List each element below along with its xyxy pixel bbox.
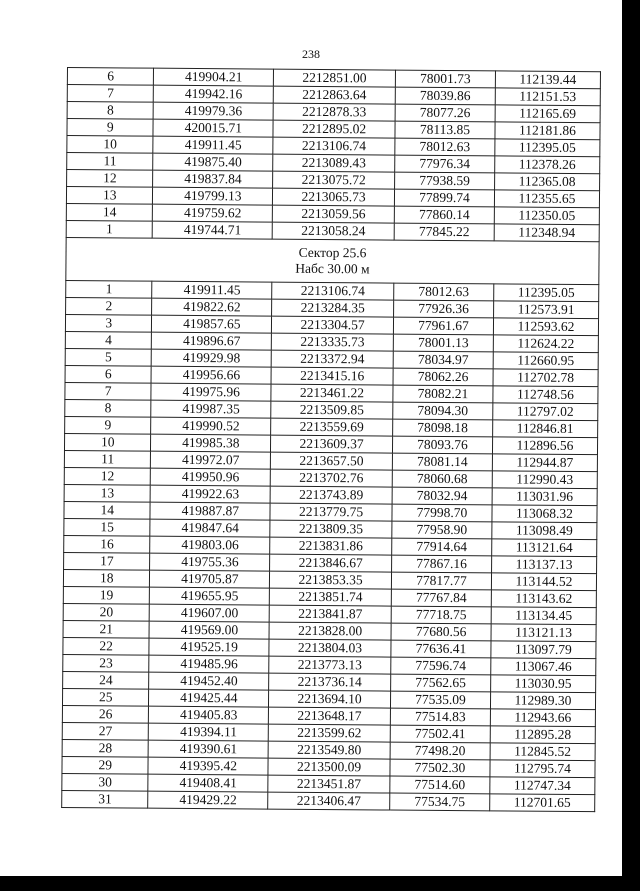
local-x-cell: 78060.68 xyxy=(392,470,492,488)
x-coordinate-cell: 419847.64 xyxy=(150,519,270,537)
y-coordinate-cell: 2213372.94 xyxy=(271,350,393,368)
local-y-cell: 112845.52 xyxy=(490,743,595,761)
x-coordinate-cell: 419837.84 xyxy=(153,170,273,188)
point-number-cell: 6 xyxy=(65,365,152,383)
x-coordinate-cell: 419990.52 xyxy=(151,417,271,435)
local-y-cell: 112151.53 xyxy=(495,88,600,106)
local-x-cell: 77926.36 xyxy=(394,300,494,318)
x-coordinate-cell: 419395.42 xyxy=(148,757,268,775)
x-coordinate-cell: 419979.36 xyxy=(154,102,274,120)
y-coordinate-cell: 2213743.89 xyxy=(270,486,392,504)
point-number-cell: 30 xyxy=(62,773,149,791)
x-coordinate-cell: 419929.98 xyxy=(152,349,272,367)
y-coordinate-cell: 2213415.16 xyxy=(271,367,393,385)
local-x-cell: 78098.18 xyxy=(393,419,493,437)
local-y-cell: 112395.05 xyxy=(495,139,600,157)
y-coordinate-cell: 2213304.57 xyxy=(272,316,394,334)
local-y-cell: 113098.49 xyxy=(492,522,597,540)
local-y-cell: 112165.69 xyxy=(495,105,600,123)
y-coordinate-cell: 2213089.43 xyxy=(273,154,395,172)
x-coordinate-cell: 419887.87 xyxy=(150,502,270,520)
point-number-cell: 19 xyxy=(63,586,150,604)
x-coordinate-cell: 419950.96 xyxy=(151,468,271,486)
y-coordinate-cell: 2213559.69 xyxy=(271,418,393,436)
x-coordinate-cell: 419759.62 xyxy=(153,204,273,222)
x-coordinate-cell: 419822.62 xyxy=(152,298,272,316)
local-y-cell: 112355.65 xyxy=(494,190,599,208)
y-coordinate-cell: 2213461.22 xyxy=(271,384,393,402)
local-y-cell: 112990.43 xyxy=(492,471,597,489)
point-number-cell: 12 xyxy=(64,467,151,485)
local-y-cell: 113097.79 xyxy=(491,641,596,659)
local-x-cell: 78093.76 xyxy=(392,436,492,454)
local-x-cell: 78001.13 xyxy=(393,334,493,352)
y-coordinate-cell: 2213804.03 xyxy=(269,639,391,657)
sector-header-group xyxy=(66,237,599,284)
point-number-cell: 21 xyxy=(63,620,150,638)
point-number-cell: 7 xyxy=(67,85,154,103)
local-y-cell: 112573.91 xyxy=(493,301,598,319)
local-x-cell: 77958.90 xyxy=(392,521,492,539)
x-coordinate-cell: 419744.71 xyxy=(153,221,273,239)
point-number-cell: 8 xyxy=(67,102,154,120)
x-coordinate-cell: 419525.19 xyxy=(149,638,269,656)
point-number-cell: 13 xyxy=(64,484,151,502)
x-coordinate-cell: 419972.07 xyxy=(151,451,271,469)
local-x-cell: 77899.74 xyxy=(394,189,494,207)
x-coordinate-cell: 419922.63 xyxy=(151,485,271,503)
local-y-cell: 112846.81 xyxy=(493,420,598,438)
x-coordinate-cell: 419607.00 xyxy=(150,604,270,622)
local-x-cell: 77514.60 xyxy=(390,776,490,794)
point-number-cell: 6 xyxy=(67,68,154,86)
point-number-cell: 5 xyxy=(65,348,152,366)
sector-title: Сектор 25.6 xyxy=(298,244,367,261)
y-coordinate-cell: 2213609.37 xyxy=(271,435,393,453)
sector-height: Набс 30.00 м xyxy=(295,260,370,277)
x-coordinate-cell: 419755.36 xyxy=(150,553,270,571)
sector-header-row xyxy=(66,237,599,284)
local-x-cell: 77535.09 xyxy=(390,691,490,709)
local-y-cell: 113121.13 xyxy=(491,624,596,642)
local-y-cell: 112365.08 xyxy=(495,173,600,191)
local-x-cell: 77998.70 xyxy=(392,504,492,522)
x-coordinate-cell: 419569.00 xyxy=(150,621,270,639)
y-coordinate-cell: 2213648.17 xyxy=(269,707,391,725)
y-coordinate-cell: 2213106.74 xyxy=(272,282,394,300)
point-number-cell: 14 xyxy=(66,203,153,221)
local-y-cell: 112944.87 xyxy=(492,454,597,472)
point-number-cell: 11 xyxy=(67,153,154,171)
local-x-cell: 77502.41 xyxy=(390,725,490,743)
point-number-cell: 2 xyxy=(66,297,153,315)
local-x-cell: 77767.84 xyxy=(391,589,491,607)
local-y-cell: 113031.96 xyxy=(492,488,597,506)
local-x-cell: 78012.63 xyxy=(394,283,494,301)
local-x-cell: 77562.65 xyxy=(391,674,491,692)
local-x-cell: 77502.30 xyxy=(390,759,490,777)
local-y-cell: 113067.46 xyxy=(491,658,596,676)
y-coordinate-cell: 2213702.76 xyxy=(270,469,392,487)
local-y-cell: 113121.64 xyxy=(492,539,597,557)
x-coordinate-cell: 420015.71 xyxy=(153,119,273,137)
local-x-cell: 77596.74 xyxy=(391,657,491,675)
local-y-cell: 112747.34 xyxy=(490,777,595,795)
y-coordinate-cell: 2213841.87 xyxy=(269,605,391,623)
y-coordinate-cell: 2213406.47 xyxy=(268,792,390,810)
x-coordinate-cell: 419956.66 xyxy=(152,366,272,384)
local-y-cell: 112797.02 xyxy=(493,403,598,421)
x-coordinate-cell: 419857.65 xyxy=(152,315,272,333)
y-coordinate-cell: 2213059.56 xyxy=(272,205,394,223)
y-coordinate-cell: 2213773.13 xyxy=(269,656,391,674)
point-number-cell: 25 xyxy=(62,688,149,706)
x-coordinate-cell: 419975.96 xyxy=(151,383,271,401)
point-number-cell: 14 xyxy=(64,501,151,519)
point-number-cell: 28 xyxy=(62,739,149,757)
y-coordinate-cell: 2212863.64 xyxy=(273,86,395,104)
y-coordinate-cell: 2213075.72 xyxy=(273,171,395,189)
point-number-cell: 27 xyxy=(62,722,149,740)
local-y-cell: 112593.62 xyxy=(493,318,598,336)
x-coordinate-cell: 419425.44 xyxy=(149,689,269,707)
point-number-cell: 11 xyxy=(64,450,151,468)
local-x-cell: 77514.83 xyxy=(390,708,490,726)
point-number-cell: 18 xyxy=(63,569,150,587)
x-coordinate-cell: 419452.40 xyxy=(149,672,269,690)
point-number-cell: 1 xyxy=(66,220,153,238)
local-y-cell: 113030.95 xyxy=(491,675,596,693)
x-coordinate-cell: 419485.96 xyxy=(149,655,269,673)
y-coordinate-cell: 2213335.73 xyxy=(271,333,393,351)
y-coordinate-cell: 2213549.80 xyxy=(268,741,390,759)
coordinates-table xyxy=(61,67,601,812)
point-number-cell: 22 xyxy=(63,637,150,655)
y-coordinate-cell: 2213058.24 xyxy=(272,222,394,240)
x-coordinate-cell: 419911.45 xyxy=(153,136,273,154)
local-y-cell: 113068.32 xyxy=(492,505,597,523)
local-x-cell: 77976.34 xyxy=(395,155,495,173)
local-x-cell: 78001.73 xyxy=(395,70,495,88)
y-coordinate-cell: 2213853.35 xyxy=(270,571,392,589)
sector-rows-group xyxy=(62,280,599,811)
local-x-cell: 78032.94 xyxy=(392,487,492,505)
point-number-cell: 9 xyxy=(67,119,154,137)
x-coordinate-cell: 419985.38 xyxy=(151,434,271,452)
x-coordinate-cell: 419875.40 xyxy=(153,153,273,171)
y-coordinate-cell: 2213851.74 xyxy=(269,588,391,606)
y-coordinate-cell: 2213451.87 xyxy=(268,775,390,793)
x-coordinate-cell: 419429.22 xyxy=(148,791,268,809)
y-coordinate-cell: 2213065.73 xyxy=(273,188,395,206)
local-x-cell: 78082.21 xyxy=(393,385,493,403)
x-coordinate-cell: 419799.13 xyxy=(153,187,273,205)
y-coordinate-cell: 2213694.10 xyxy=(269,690,391,708)
local-y-cell: 112943.66 xyxy=(490,709,595,727)
local-y-cell: 113143.62 xyxy=(491,590,596,608)
x-coordinate-cell: 419390.61 xyxy=(149,740,269,758)
local-x-cell: 78094.30 xyxy=(393,402,493,420)
local-y-cell: 112181.86 xyxy=(495,122,600,140)
y-coordinate-cell: 2213284.35 xyxy=(272,299,394,317)
local-y-cell: 112139.44 xyxy=(495,71,600,89)
local-y-cell: 112701.65 xyxy=(490,794,595,812)
x-coordinate-cell: 419803.06 xyxy=(150,536,270,554)
y-coordinate-cell: 2213736.14 xyxy=(269,673,391,691)
y-coordinate-cell: 2213846.67 xyxy=(270,554,392,572)
point-number-cell: 24 xyxy=(63,671,150,689)
point-number-cell: 26 xyxy=(62,705,149,723)
y-coordinate-cell: 2213657.50 xyxy=(271,452,393,470)
local-y-cell: 112795.74 xyxy=(490,760,595,778)
local-y-cell: 112350.05 xyxy=(494,207,599,225)
point-number-cell: 16 xyxy=(64,535,151,553)
local-x-cell: 78077.26 xyxy=(395,104,495,122)
point-number-cell: 10 xyxy=(64,433,151,451)
local-x-cell: 77718.75 xyxy=(391,606,491,624)
local-x-cell: 78081.14 xyxy=(392,453,492,471)
local-x-cell: 77534.75 xyxy=(390,793,490,811)
local-y-cell: 112624.22 xyxy=(493,335,598,353)
local-y-cell: 113137.13 xyxy=(491,556,596,574)
local-x-cell: 77867.16 xyxy=(392,555,492,573)
x-coordinate-cell: 419904.21 xyxy=(154,68,274,86)
x-coordinate-cell: 419705.87 xyxy=(150,570,270,588)
point-number-cell: 9 xyxy=(65,416,152,434)
local-y-cell: 112895.28 xyxy=(490,726,595,744)
local-x-cell: 78012.63 xyxy=(395,138,495,156)
local-x-cell: 77938.59 xyxy=(395,172,495,190)
local-y-cell: 112395.05 xyxy=(494,284,599,302)
point-number-cell: 4 xyxy=(65,331,152,349)
y-coordinate-cell: 2213809.35 xyxy=(270,520,392,538)
y-coordinate-cell: 2213106.74 xyxy=(273,137,395,155)
point-number-cell: 1 xyxy=(66,280,153,298)
local-x-cell: 77961.67 xyxy=(393,317,493,335)
local-x-cell: 77914.64 xyxy=(392,538,492,556)
point-number-cell: 20 xyxy=(63,603,150,621)
x-coordinate-cell: 419942.16 xyxy=(154,85,274,103)
point-number-cell: 12 xyxy=(67,170,154,188)
x-coordinate-cell: 419405.83 xyxy=(149,706,269,724)
y-coordinate-cell: 2213779.75 xyxy=(270,503,392,521)
local-x-cell: 77498.20 xyxy=(390,742,490,760)
x-coordinate-cell: 419655.95 xyxy=(150,587,270,605)
x-coordinate-cell: 419911.45 xyxy=(152,281,272,299)
local-x-cell: 77817.77 xyxy=(391,572,491,590)
local-y-cell: 112702.78 xyxy=(493,369,598,387)
local-x-cell: 78113.85 xyxy=(395,121,495,139)
x-coordinate-cell: 419896.67 xyxy=(152,332,272,350)
local-x-cell: 77636.41 xyxy=(391,640,491,658)
local-x-cell: 78034.97 xyxy=(393,351,493,369)
x-coordinate-cell: 419394.11 xyxy=(149,723,269,741)
point-number-cell: 17 xyxy=(64,552,151,570)
y-coordinate-cell: 2213828.00 xyxy=(269,622,391,640)
point-number-cell: 29 xyxy=(62,756,149,774)
top-rows-group xyxy=(66,68,600,242)
point-number-cell: 3 xyxy=(65,314,152,332)
local-y-cell: 113134.45 xyxy=(491,607,596,625)
local-x-cell: 78062.26 xyxy=(393,368,493,386)
local-y-cell: 112748.56 xyxy=(493,386,598,404)
local-y-cell: 113144.52 xyxy=(491,573,596,591)
y-coordinate-cell: 2212878.33 xyxy=(273,103,395,121)
local-y-cell: 112989.30 xyxy=(490,692,595,710)
y-coordinate-cell: 2212895.02 xyxy=(273,120,395,138)
point-number-cell: 10 xyxy=(67,136,154,154)
local-y-cell: 112896.56 xyxy=(492,437,597,455)
table-row xyxy=(62,790,595,811)
y-coordinate-cell: 2213500.09 xyxy=(268,758,390,776)
local-x-cell: 77680.56 xyxy=(391,623,491,641)
local-x-cell: 77860.14 xyxy=(394,206,494,224)
x-coordinate-cell: 419408.41 xyxy=(148,774,268,792)
local-y-cell: 112660.95 xyxy=(493,352,598,370)
local-x-cell: 78039.86 xyxy=(395,87,495,105)
sector-header-cell xyxy=(66,237,599,284)
y-coordinate-cell: 2213831.86 xyxy=(270,537,392,555)
point-number-cell: 8 xyxy=(65,399,152,417)
point-number-cell: 23 xyxy=(63,654,150,672)
y-coordinate-cell: 2213509.85 xyxy=(271,401,393,419)
page-number: 238 xyxy=(302,47,320,61)
point-number-cell: 31 xyxy=(62,790,149,808)
point-number-cell: 7 xyxy=(65,382,152,400)
point-number-cell: 15 xyxy=(64,518,151,536)
local-y-cell: 112348.94 xyxy=(494,224,599,242)
y-coordinate-cell: 2213599.62 xyxy=(268,724,390,742)
local-y-cell: 112378.26 xyxy=(495,156,600,174)
point-number-cell: 13 xyxy=(66,187,153,205)
x-coordinate-cell: 419987.35 xyxy=(151,400,271,418)
y-coordinate-cell: 2212851.00 xyxy=(274,69,396,87)
local-x-cell: 77845.22 xyxy=(394,223,494,241)
